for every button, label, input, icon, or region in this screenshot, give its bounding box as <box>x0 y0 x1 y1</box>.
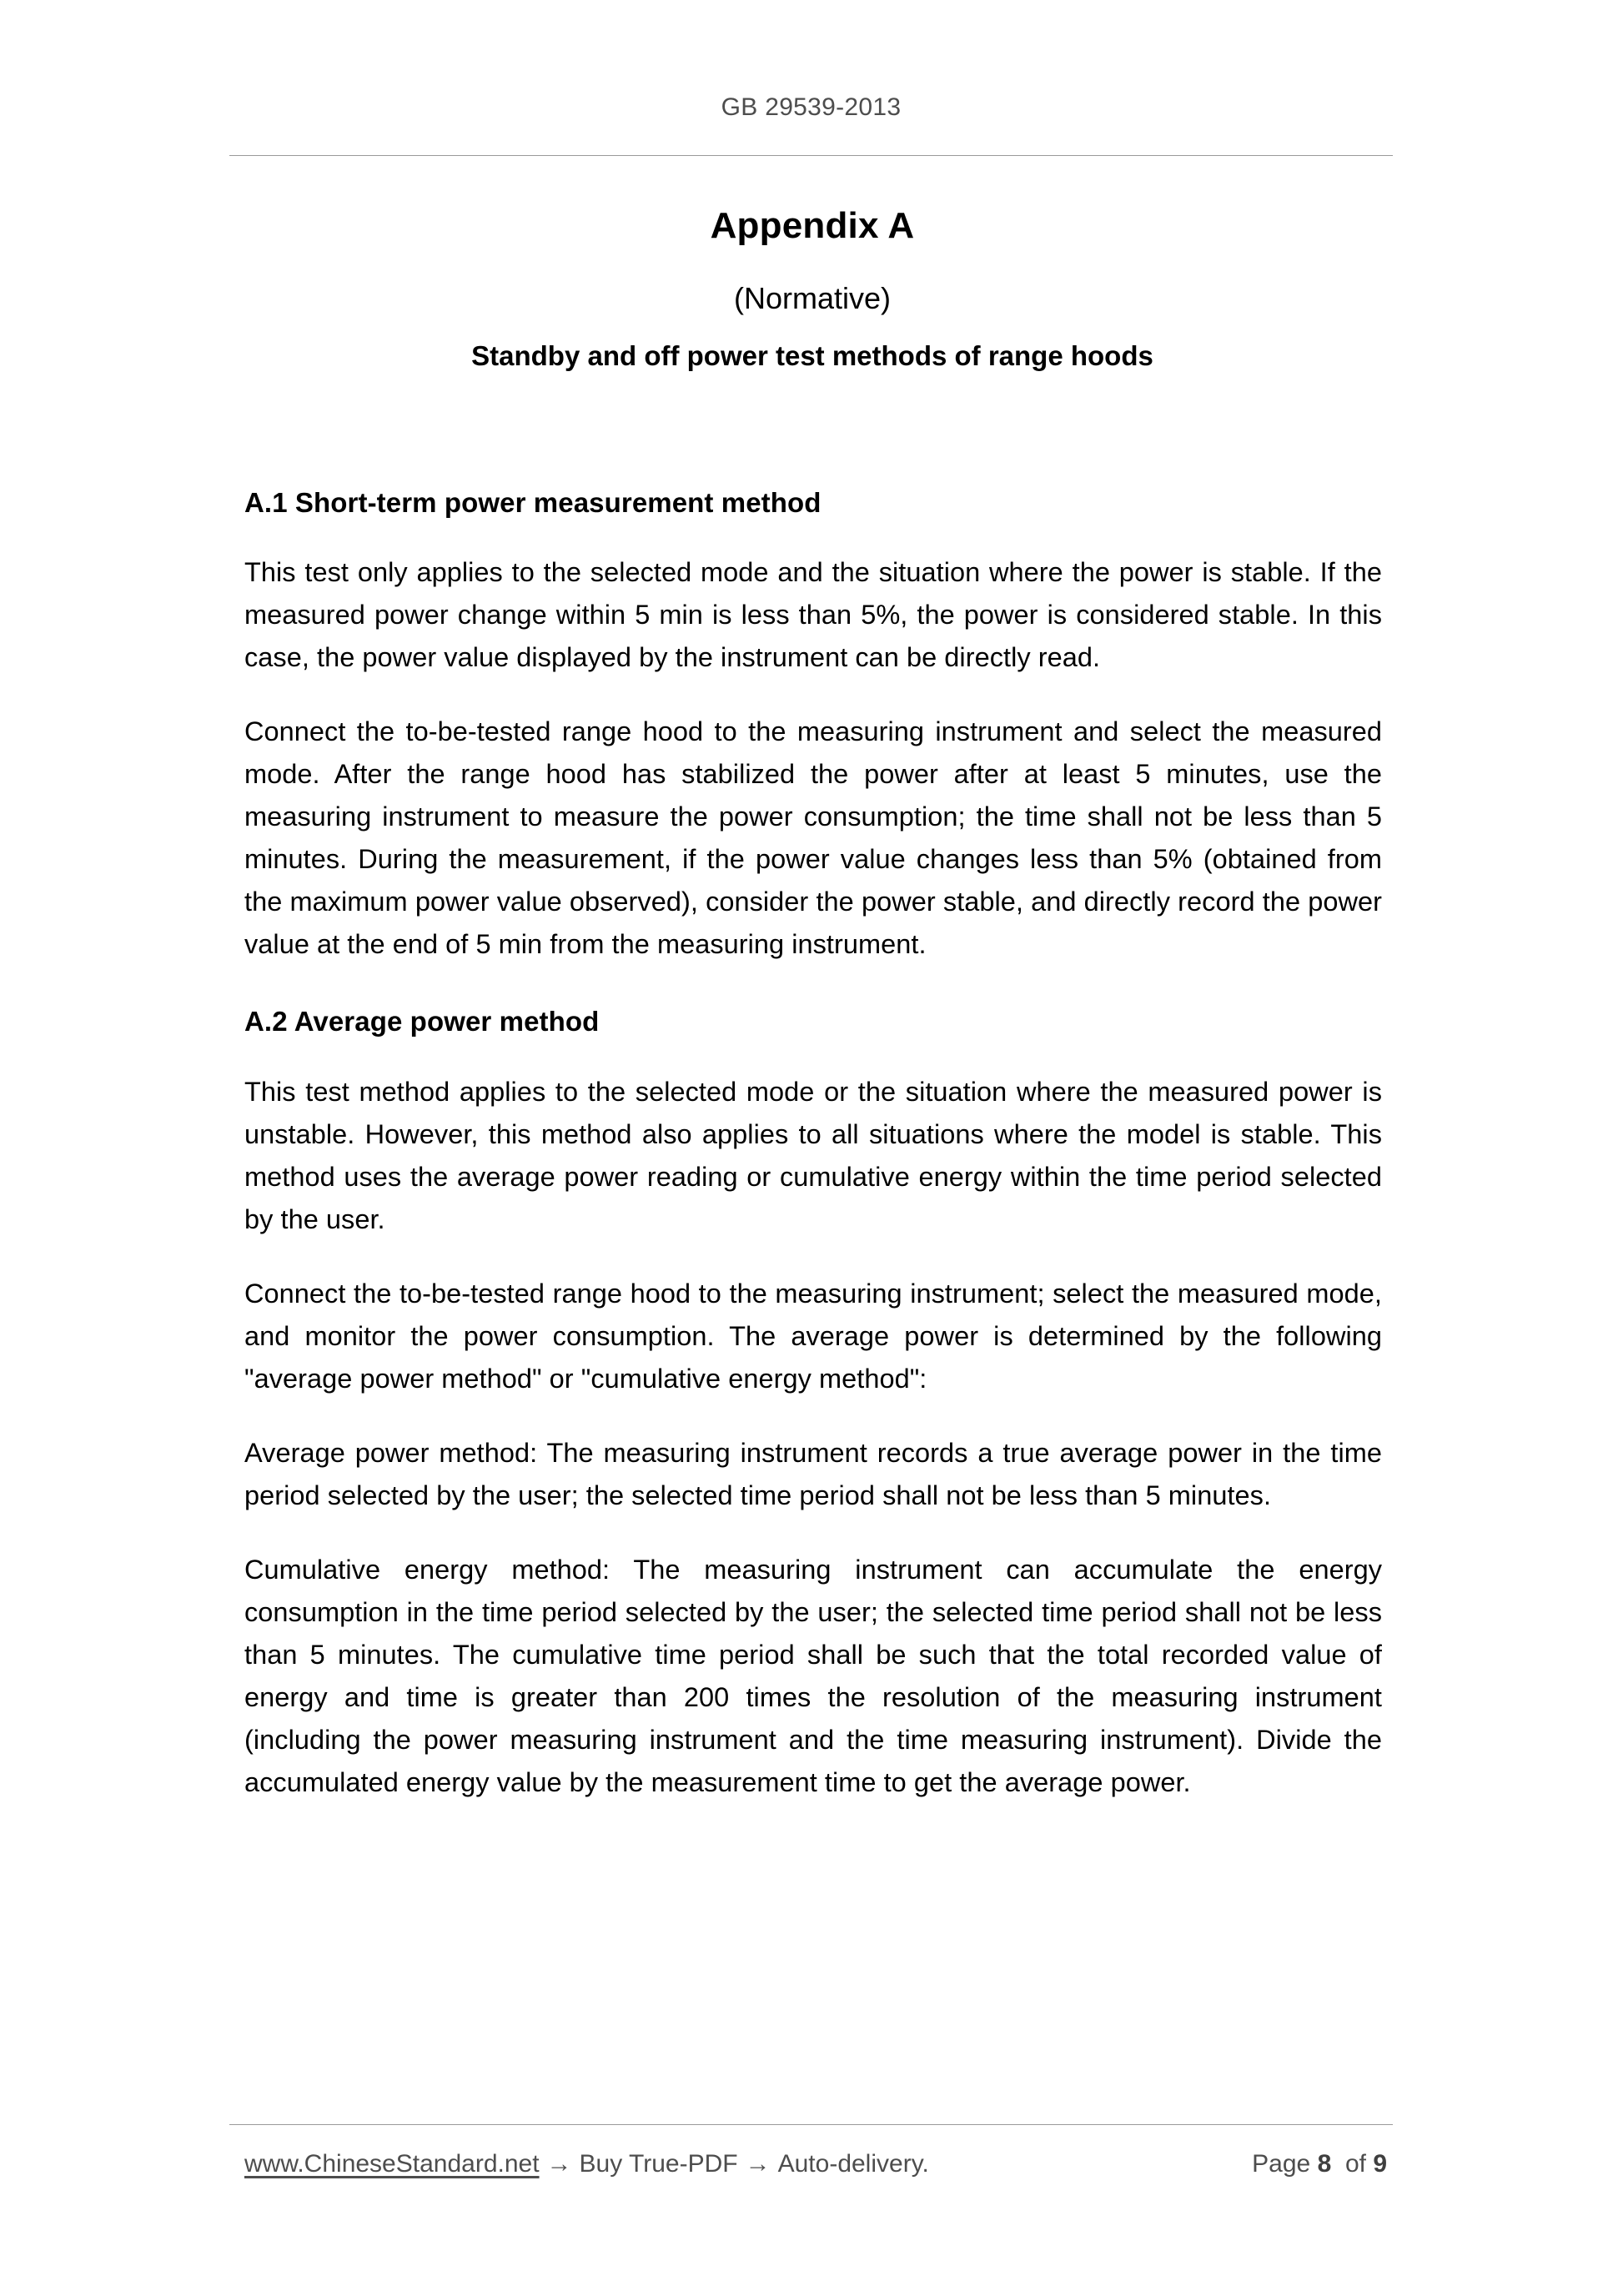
document-body <box>244 485 1382 1804</box>
spacer <box>244 520 1382 551</box>
page-label: Page <box>1252 2150 1311 2178</box>
standard-id: GB 29539-2013 <box>721 93 902 121</box>
footer-promo-buy: Buy True-PDF <box>579 2150 738 2178</box>
page-total: 9 <box>1373 2150 1387 2178</box>
paragraph: Connect the to-be-tested range hood to the measuring instrument and select the measured mode. After the range hood has stabilized the power after at least 5 minutes, use the measuring instrument to measure the power consumption; the time shall not be less than 5 minutes. During the measurement, if the power value changes less than 5% (obtained from the maximum power value observed), consider the power stable, and directly record the power value at the end of 5 min from the measuring instrument. <box>244 716 1382 960</box>
page-indicator <box>1252 2150 1395 2178</box>
section-heading-a2: A.2 Average power method <box>244 1006 600 1037</box>
paragraph: This test method applies to the selected mode or the situation where the measured power is unstable. However, this method also applies to all situations where the model is stable. This method uses the average power reading or cumulative energy within the time period selected by the user. <box>244 1076 1382 1234</box>
footer-promo-delivery: Auto-delivery. <box>777 2150 929 2178</box>
document-header <box>229 93 1393 122</box>
footer-website-link[interactable]: www.ChineseStandard.net <box>244 2150 540 2178</box>
spacer <box>244 1039 1382 1071</box>
spacer <box>244 1517 1382 1549</box>
arrow-right-icon: → <box>546 2150 572 2178</box>
page-of-label: of <box>1344 2150 1366 2178</box>
page-subtitle: Standby and off power test methods of range hoods <box>471 339 1153 371</box>
paragraph: Cumulative energy method: The measuring instrument can accumulate the energy consumption in the time period selected by the user; the selected time period shall not be less than 5 minutes. The cumulative time period shall be such that the total recorded value of energy and time is greater than 200 times the resolution of the measuring instrument (including the power measuring instrument and the time measuring instrument). Divide the accumulated energy value by the measurement time to get the average power. <box>244 1554 1382 1797</box>
title-block <box>244 204 1380 373</box>
paragraph: This test only applies to the selected mode and the situation where the power is stable. If the measured power change within 5 min is less than 5%, the power is considered stable. In this case, the power value displayed by the instrument can be directly read. <box>244 557 1382 673</box>
spacer <box>244 1241 1382 1273</box>
paragraph: Average power method: The measuring instrument records a true average power in the time period selected by the user; the selected time period shall not be less than 5 minutes. <box>244 1437 1382 1510</box>
spacer <box>244 1400 1382 1432</box>
title-normative-label: (Normative) <box>733 280 891 315</box>
spacer <box>244 679 1382 711</box>
page-number: 8 <box>1317 2150 1332 2178</box>
page-title: Appendix A <box>710 205 915 246</box>
arrow-right-icon: → <box>745 2150 771 2178</box>
paragraph: Connect the to-be-tested range hood to the measuring instrument; select the measured mode, and monitor the power consumption. The average power is determined by the following "average power method" or "cumulative energy method": <box>244 1278 1382 1394</box>
header-divider <box>229 155 1393 156</box>
section-heading-a1: A.1 Short-term power measurement method <box>244 487 822 518</box>
spacer <box>244 966 1382 1004</box>
footer-divider <box>229 2124 1393 2125</box>
footer-promo <box>244 2150 929 2178</box>
document-footer <box>244 2150 1395 2178</box>
